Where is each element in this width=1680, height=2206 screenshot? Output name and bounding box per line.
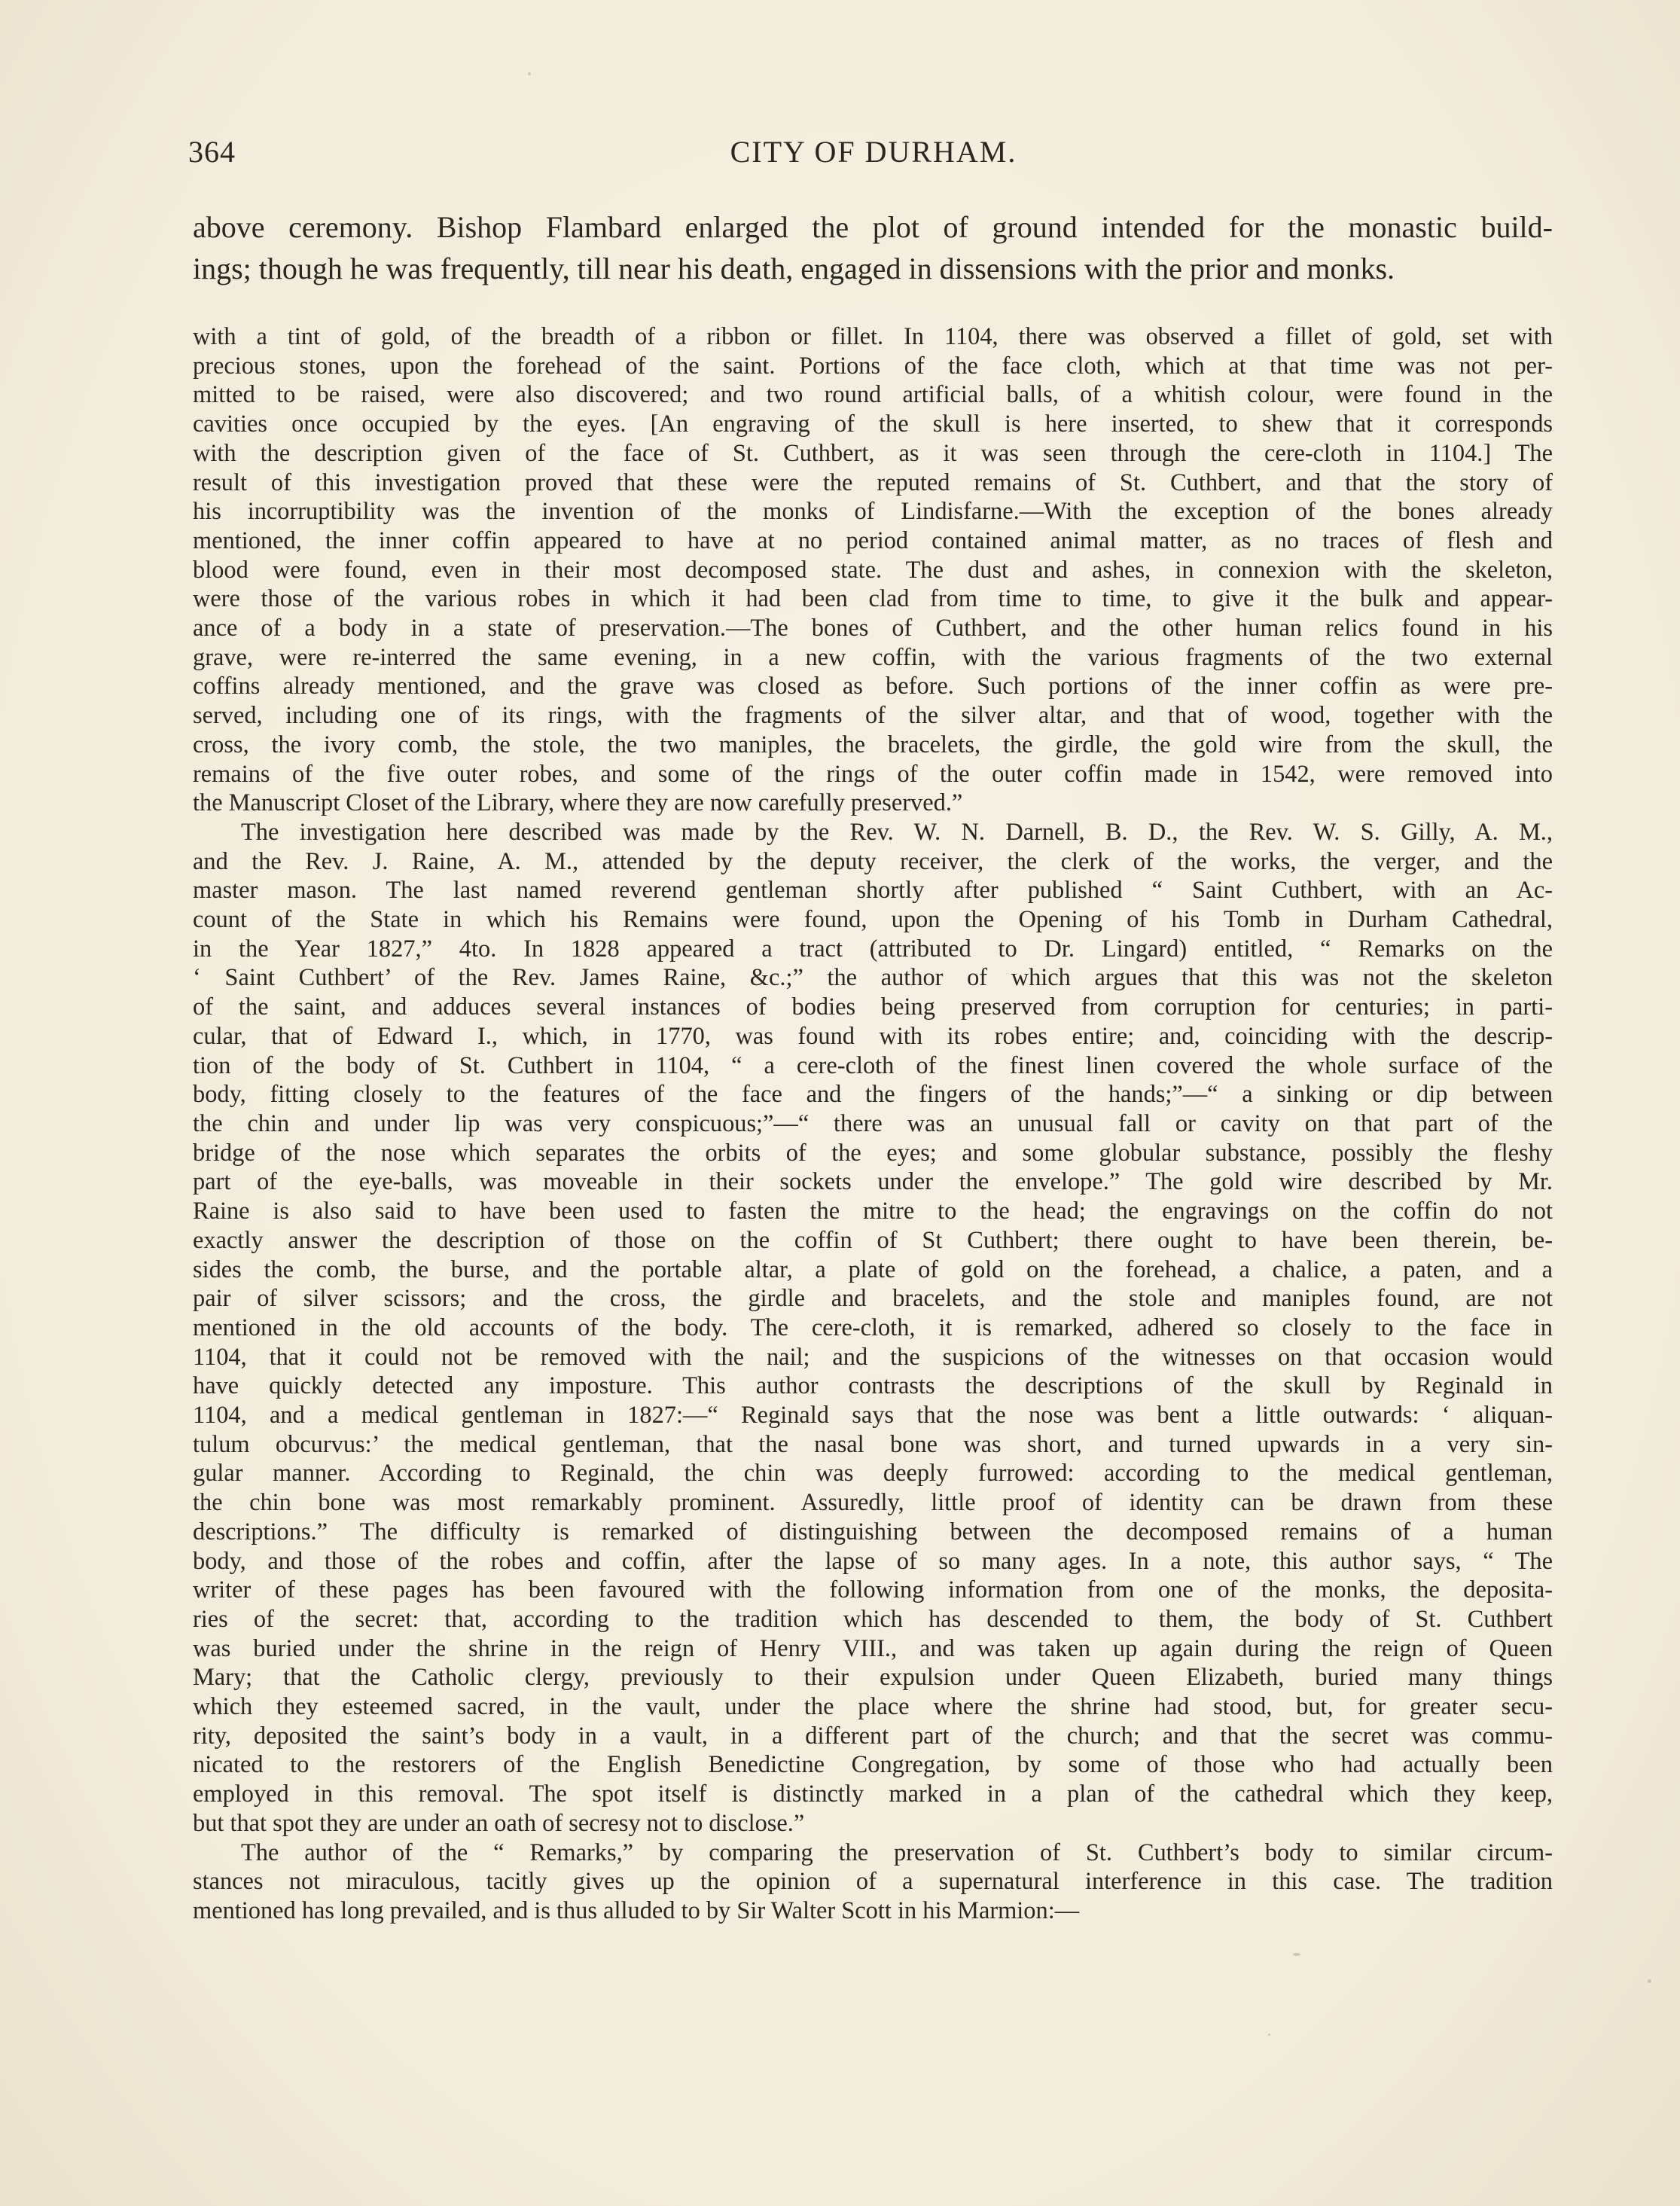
paper-speck [528, 72, 531, 75]
page-header [188, 134, 1559, 179]
main-text-block [193, 322, 1553, 1926]
text-line: his incorruptibility was the invention of the monks of Lindisfarne.—With the exception of the bones already [193, 498, 1553, 526]
paper-speck [1648, 1979, 1651, 1983]
text-line: the chin and under lip was very conspicuous;”—“ there was an unusual fall or cavity on that part of the [193, 1109, 1553, 1137]
text-line: the Manuscript Closet of the Library, where they are now carefully preserved.” [193, 789, 963, 817]
text-line: descriptions.” The difficulty is remarked of distinguishing between the decomposed remains of a human [193, 1518, 1553, 1545]
paper-speck [1268, 2034, 1270, 2036]
text-line: tion of the body of St. Cuthbert in 1104, “ a cere-cloth of the finest linen covered the whole surface of the [193, 1051, 1553, 1079]
text-line: mitted to be raised, were also discovered; and two round artificial balls, of a whitish colour, were found in the [193, 381, 1553, 409]
text-line: but that spot they are under an oath of secresy not to disclose.” [193, 1809, 805, 1837]
intro-paragraph [193, 206, 1553, 289]
text-line: above ceremony. Bishop Flambard enlarged the plot of ground intended for the monastic build- [193, 210, 1553, 244]
text-line: mentioned in the old accounts of the body. The cere-cloth, it is remarked, adhered so closely to the face in [193, 1314, 1553, 1341]
text-line: writer of these pages has been favoured with the following information from one of the monks, the deposita- [193, 1576, 1553, 1604]
text-line: count of the State in which his Remains were found, upon the Opening of his Tomb in Durham Cathedral, [193, 906, 1553, 934]
text-line: gular manner. According to Reginald, the chin was deeply furrowed: according to the medical gentleman, [193, 1460, 1553, 1487]
text-line: blood were found, even in their most decomposed state. The dust and ashes, in connexion with the skeleton, [193, 556, 1553, 584]
text-line: tulum obcurvus:’ the medical gentleman, that the nasal bone was short, and turned upwards in a very sin- [193, 1430, 1553, 1458]
text-line: with the description given of the face of St. Cuthbert, as it was seen through the cere-cloth in 1104.] The [193, 439, 1553, 467]
text-line: were those of the various robes in which it had been clad from time to time, to give it the bulk and appear- [193, 585, 1553, 613]
text-line: part of the eye-balls, was moveable in their sockets under the envelope.” The gold wire described by Mr. [193, 1168, 1553, 1196]
text-line: in the Year 1827,” 4to. In 1828 appeared a tract (attributed to Dr. Lingard) entitled, “ Remarks on the [193, 935, 1553, 963]
text-line: the chin bone was most remarkably prominent. Assuredly, little proof of identity can be drawn from these [193, 1489, 1553, 1517]
text-line: mentioned, the inner coffin appeared to have at no period contained animal matter, as no traces of flesh and [193, 526, 1553, 554]
text-line: of the saint, and adduces several instances of bodies being preserved from corruption for centuries; in parti- [193, 993, 1553, 1021]
text-line: result of this investigation proved that these were the reputed remains of St. Cuthbert, and that the story of [193, 468, 1553, 496]
text-line: ries of the secret: that, according to the tradition which has descended to them, the body of St. Cuthbert [193, 1605, 1553, 1633]
running-head: CITY OF DURHAM. [730, 135, 1017, 169]
text-line: cavities once occupied by the eyes. [An engraving of the skull is here inserted, to shew that it corresponds [193, 410, 1553, 438]
text-line: exactly answer the description of those on the coffin of St Cuthbert; there ought to have been therein, be- [193, 1226, 1553, 1254]
text-line: which they esteemed sacred, in the vault, under the place where the shrine had stood, but, for greater secu- [193, 1693, 1553, 1721]
text-line: cross, the ivory comb, the stole, the two maniples, the bracelets, the girdle, the gold wire from the skull, the [193, 731, 1553, 758]
text-line: master mason. The last named reverend gentleman shortly after published “ Saint Cuthbert, with an Ac- [193, 877, 1553, 905]
paper-speck [1293, 1953, 1300, 1956]
text-line: The author of the “ Remarks,” by comparing the preservation of St. Cuthbert’s body to similar circum- [241, 1838, 1553, 1866]
text-line: rity, deposited the saint’s body in a vault, in a different part of the church; and that the secret was commu- [193, 1722, 1553, 1750]
text-line: 1104, that it could not be removed with the nail; and the suspicions of the witnesses on that occasion would [193, 1343, 1553, 1371]
text-line: cular, that of Edward I., which, in 1770, was found with its robes entire; and, coinciding with the descrip- [193, 1022, 1553, 1050]
text-line: body, fitting closely to the features of the face and the fingers of the hands;”—“ a sinking or dip between [193, 1081, 1553, 1109]
text-line: nicated to the restorers of the English Benedictine Congregation, by some of those who had actually been [193, 1751, 1553, 1779]
text-line: Raine is also said to have been used to fasten the mitre to the head; the engravings on the coffin do not [193, 1198, 1553, 1225]
text-line: coffins already mentioned, and the grave was closed as before. Such portions of the inner coffin as were pre- [193, 673, 1553, 700]
text-line: served, including one of its rings, with the fragments of the silver altar, and that of wood, together with the [193, 702, 1553, 730]
text-line: sides the comb, the burse, and the portable altar, a plate of gold on the forehead, a chalice, a paten, and a [193, 1256, 1553, 1283]
text-line: employed in this removal. The spot itself is distinctly marked in a plan of the cathedral which they keep, [193, 1780, 1553, 1808]
text-line: remains of the five outer robes, and some of the rings of the outer coffin made in 1542, were removed into [193, 760, 1553, 788]
text-line: 1104, and a medical gentleman in 1827:—“ Reginald says that the nose was bent a little outwards: ‘ aliquan- [193, 1402, 1553, 1429]
text-line: with a tint of gold, of the breadth of a ribbon or fillet. In 1104, there was observed a fillet of gold, set with [193, 323, 1553, 350]
text-line: body, and those of the robes and coffin, after the lapse of so many ages. In a note, this author says, “ The [193, 1547, 1553, 1575]
text-line: ‘ Saint Cuthbert’ of the Rev. James Raine, &c.;” the author of which argues that this was not the skeleton [193, 964, 1553, 992]
text-line: Mary; that the Catholic clergy, previously to their expulsion under Queen Elizabeth, buried many things [193, 1664, 1553, 1692]
text-line: The investigation here described was made by the Rev. W. N. Darnell, B. D., the Rev. W. S. Gilly, A. M., [241, 818, 1553, 846]
page-number: 364 [188, 135, 236, 169]
text-line: bridge of the nose which separates the orbits of the eyes; and some globular substance, possibly the fleshy [193, 1139, 1553, 1167]
text-line: ance of a body in a state of preservation.—The bones of Cuthbert, and the other human relics found in his [193, 615, 1553, 642]
text-line: grave, were re-interred the same evening, in a new coffin, with the various fragments of the two external [193, 643, 1553, 671]
text-line: have quickly detected any imposture. This author contrasts the descriptions of the skull by Reginald in [193, 1372, 1553, 1400]
text-line: was buried under the shrine in the reign of Henry VIII., and was taken up again during the reign of Queen [193, 1634, 1553, 1662]
text-line: and the Rev. J. Raine, A. M., attended by the deputy receiver, the clerk of the works, the verger, and the [193, 847, 1553, 875]
text-line: precious stones, upon the forehead of the saint. Portions of the face cloth, which at that time was not per- [193, 352, 1553, 380]
text-line: pair of silver scissors; and the cross, the girdle and bracelets, and the stole and maniples found, are not [193, 1285, 1553, 1313]
text-line: mentioned has long prevailed, and is thus alluded to by Sir Walter Scott in his Marmion:— [193, 1896, 1080, 1924]
text-line: stances not miraculous, tacitly gives up the opinion of a supernatural interference in this case. The tradition [193, 1868, 1553, 1896]
text-line: ings; though he was frequently, till near his death, engaged in dissensions with the prior and monks. [193, 252, 1395, 285]
